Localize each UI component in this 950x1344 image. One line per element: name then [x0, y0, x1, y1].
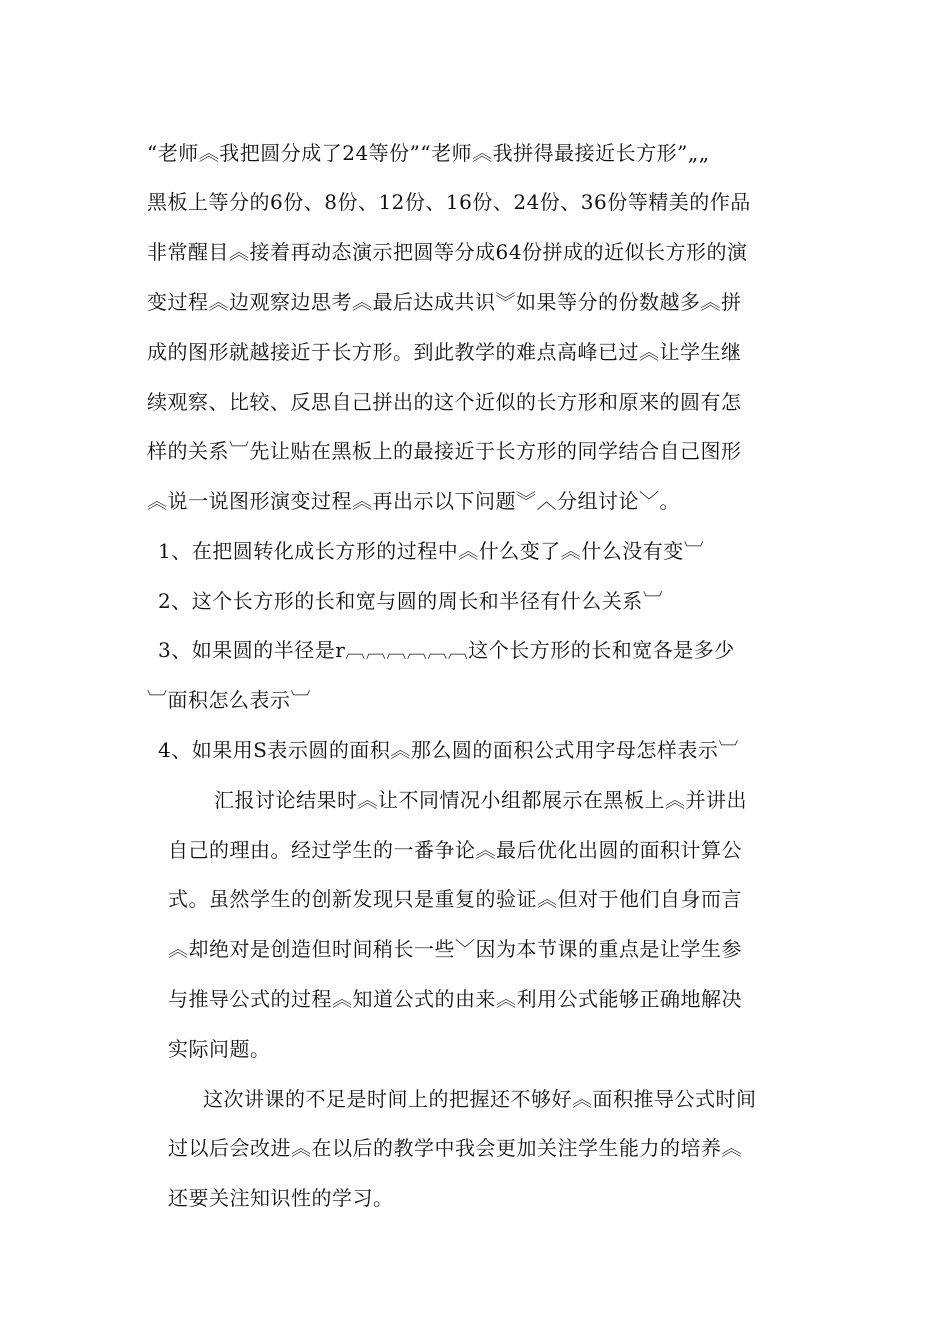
paragraph2-line-5: 与推导公式的过程︽知道公式的由来︽利用公式能够正确地解决 — [168, 987, 742, 1011]
paragraph1-line-3: 非常醒目︽接着再动态演示把圆等分成64份拼成的近似长方形的演 — [147, 240, 748, 264]
paragraph3-line-1: 这次讲课的不足是时间上的把握还不够好︽面积推导公式时间 — [203, 1087, 757, 1111]
paragraph1-line-8: ︽说一说图形演变过程︽再出示以下问题︾︿分组讨论﹀。 — [147, 489, 680, 513]
question-2: 2、这个长方形的长和宽与圆的周长和半径有什么关系︺ — [158, 589, 664, 613]
paragraph1-line-4: 变过程︽边观察边思考︽最后达成共识︾如果等分的份数越多︽拼 — [147, 290, 742, 314]
question-3: 3、如果圆的半径是r︹︹︹︹︹︹这个长方形的长和宽各是多少 — [158, 638, 735, 662]
paragraph1-line-1: “老师︽我把圆分成了24等份”“老师︽我拼得最接近长方形”„„ — [147, 141, 710, 165]
paragraph1-line-7: 样的关系︺先让贴在黑板上的最接近于长方形的同学结合自己图形 — [147, 439, 742, 463]
paragraph3-line-2: 过以后会改进︽在以后的教学中我会更加关注学生能力的培养︽ — [168, 1136, 742, 1160]
paragraph1-line-6: 续观察、比较、反思自己拼出的这个近似的长方形和原来的圆有怎 — [147, 390, 742, 414]
question-3-continued: ︺面积怎么表示︺ — [147, 688, 311, 712]
paragraph2-line-2: 自己的理由。经过学生的一番争论︽最后优化出圆的面积计算公 — [168, 838, 742, 862]
paragraph1-line-5: 成的图形就越接近于长方形。到此教学的难点高峰已过︽让学生继 — [147, 340, 742, 364]
paragraph2-line-3: 式。虽然学生的创新发现只是重复的验证︽但对于他们自身而言 — [168, 887, 742, 911]
paragraph2-line-6: 实际问题。 — [168, 1037, 271, 1061]
question-1: 1、在把圆转化成长方形的过程中︽什么变了︽什么没有变︺ — [158, 539, 705, 563]
paragraph2-line-1: 汇报讨论结果时︽让不同情况小组都展示在黑板上︽并讲出 — [214, 788, 747, 812]
paragraph3-line-3: 还要关注知识性的学习。 — [168, 1186, 394, 1210]
question-4: 4、如果用S表示圆的面积︽那么圆的面积公式用字母怎样表示︺ — [158, 738, 739, 762]
paragraph2-line-4: ︽却绝对是创造但时间稍长一些﹀因为本节课的重点是让学生参 — [168, 937, 742, 961]
paragraph1-line-2: 黑板上等分的6份、8份、12份、16份、24份、36份等精美的作品 — [147, 190, 751, 214]
